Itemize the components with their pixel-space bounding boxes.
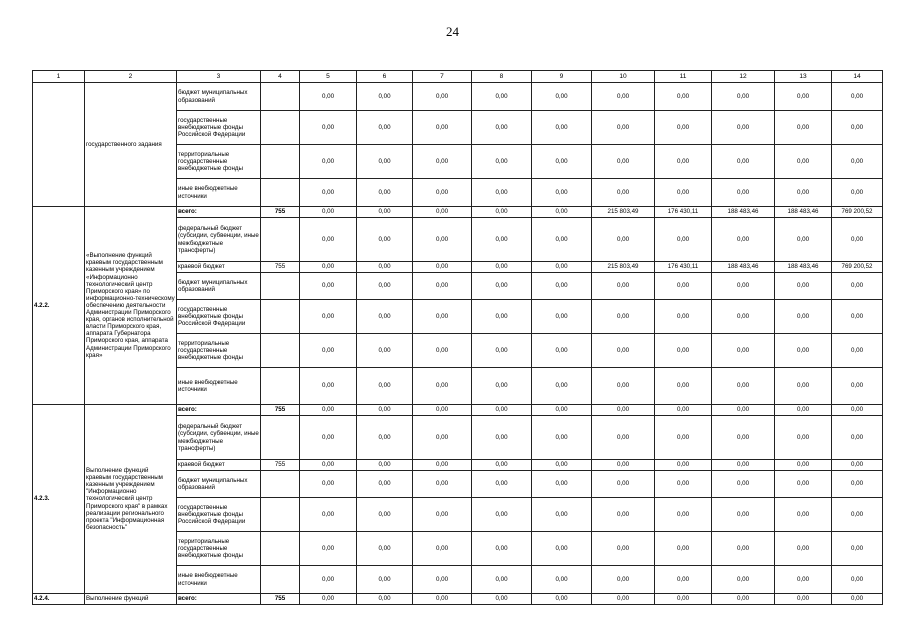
budget-table [32,70,883,605]
amount-cell: 0,00 [592,416,655,460]
amount-cell: 0,00 [775,83,832,111]
amount-cell: 0,00 [472,334,532,368]
amount-cell: 0,00 [775,111,832,145]
amount-cell: 0,00 [655,218,712,262]
header-cell: 1 [33,71,85,83]
amount-cell: 0,00 [592,300,655,334]
amount-cell: 0,00 [832,566,883,594]
amount-cell: 0,00 [357,498,413,532]
amount-cell: 0,00 [532,145,592,179]
amount-cell: 0,00 [300,300,357,334]
amount-cell: 0,00 [592,111,655,145]
table-body [33,71,883,605]
budget-code [261,145,300,179]
amount-cell: 0,00 [655,368,712,405]
header-row [33,71,883,83]
amount-cell: 0,00 [712,594,775,605]
amount-cell: 0,00 [832,273,883,300]
amount-cell: 0,00 [357,262,413,273]
amount-cell: 0,00 [357,273,413,300]
funding-source: федеральный бюджет (субсидии, субвенции, иные межбюджетные трансферты) [177,218,261,262]
header-cell: 3 [177,71,261,83]
amount-cell: 0,00 [532,368,592,405]
amount-cell: 0,00 [832,145,883,179]
amount-cell: 0,00 [655,566,712,594]
amount-cell: 0,00 [413,262,472,273]
amount-cell: 188 483,46 [712,262,775,273]
amount-cell: 0,00 [712,416,775,460]
amount-cell: 0,00 [655,471,712,498]
budget-code [261,368,300,405]
amount-cell: 215 803,49 [592,207,655,218]
amount-cell: 188 483,46 [775,262,832,273]
amount-cell: 0,00 [832,416,883,460]
amount-cell: 0,00 [300,416,357,460]
amount-cell: 0,00 [357,471,413,498]
amount-cell: 0,00 [655,111,712,145]
amount-cell: 0,00 [413,368,472,405]
amount-cell: 0,00 [592,179,655,207]
amount-cell: 0,00 [712,334,775,368]
amount-cell: 0,00 [472,111,532,145]
amount-cell: 0,00 [832,368,883,405]
amount-cell: 0,00 [472,273,532,300]
amount-cell: 0,00 [413,273,472,300]
event-name: Выполнение функций краевым государственным казенным учреждением "Информационно технологический центр Приморского края" в рамках реализации регионального проекта "Информационная безопасность" [85,405,177,594]
budget-code [261,218,300,262]
amount-cell: 0,00 [775,300,832,334]
amount-cell: 0,00 [532,566,592,594]
funding-source: иные внебюджетные источники [177,566,261,594]
amount-cell: 0,00 [712,498,775,532]
amount-cell: 0,00 [300,532,357,566]
budget-code [261,471,300,498]
amount-cell: 0,00 [592,566,655,594]
amount-cell: 0,00 [775,416,832,460]
header-cell: 9 [532,71,592,83]
amount-cell: 0,00 [655,498,712,532]
amount-cell: 0,00 [413,111,472,145]
amount-cell: 0,00 [532,111,592,145]
amount-cell: 0,00 [532,471,592,498]
amount-cell: 0,00 [472,207,532,218]
funding-source: бюджет муниципальных образований [177,83,261,111]
amount-cell: 0,00 [357,460,413,471]
funding-source: государственные внебюджетные фонды Российской Федерации [177,300,261,334]
amount-cell: 0,00 [472,471,532,498]
header-cell: 2 [85,71,177,83]
header-cell: 12 [712,71,775,83]
amount-cell: 0,00 [592,405,655,416]
funding-source: бюджет муниципальных образований [177,273,261,300]
amount-cell: 0,00 [357,111,413,145]
amount-cell: 0,00 [532,262,592,273]
amount-cell: 0,00 [472,262,532,273]
budget-code [261,111,300,145]
amount-cell: 0,00 [413,566,472,594]
amount-cell: 0,00 [592,471,655,498]
page-number: 24 [446,24,459,39]
event-code: 4.2.4. [33,594,85,605]
amount-cell: 0,00 [832,300,883,334]
amount-cell: 0,00 [413,179,472,207]
amount-cell: 0,00 [300,334,357,368]
amount-cell: 0,00 [775,145,832,179]
amount-cell: 769 200,52 [832,207,883,218]
amount-cell: 0,00 [532,273,592,300]
amount-cell: 0,00 [532,179,592,207]
header-cell: 14 [832,71,883,83]
amount-cell: 0,00 [413,498,472,532]
amount-cell: 0,00 [712,273,775,300]
header-cell: 8 [472,71,532,83]
amount-cell: 0,00 [472,532,532,566]
amount-cell: 0,00 [775,471,832,498]
funding-source: всего: [177,405,261,416]
amount-cell: 0,00 [832,471,883,498]
table-row [33,207,883,218]
funding-source: территориальные государственные внебюджетные фонды [177,532,261,566]
budget-code [261,532,300,566]
amount-cell: 0,00 [832,83,883,111]
amount-cell: 0,00 [357,145,413,179]
event-name: государственного задания [85,83,177,207]
amount-cell: 0,00 [472,405,532,416]
funding-source: всего: [177,207,261,218]
amount-cell: 0,00 [775,218,832,262]
amount-cell: 0,00 [357,566,413,594]
amount-cell: 0,00 [357,532,413,566]
amount-cell: 0,00 [357,179,413,207]
amount-cell: 0,00 [357,83,413,111]
funding-source: федеральный бюджет (субсидии, субвенции, иные межбюджетные трансферты) [177,416,261,460]
amount-cell: 0,00 [832,498,883,532]
event-code [33,83,85,207]
amount-cell: 0,00 [775,566,832,594]
amount-cell: 0,00 [832,218,883,262]
amount-cell: 0,00 [592,460,655,471]
amount-cell: 0,00 [300,179,357,207]
amount-cell: 0,00 [413,207,472,218]
amount-cell: 0,00 [300,218,357,262]
funding-source: государственные внебюджетные фонды Российской Федерации [177,111,261,145]
amount-cell: 0,00 [775,532,832,566]
amount-cell: 0,00 [712,145,775,179]
amount-cell: 0,00 [472,83,532,111]
amount-cell: 0,00 [300,273,357,300]
amount-cell: 0,00 [655,532,712,566]
funding-source: краевой бюджет [177,460,261,471]
header-cell: 10 [592,71,655,83]
amount-cell: 0,00 [592,273,655,300]
amount-cell: 0,00 [472,416,532,460]
amount-cell: 0,00 [832,111,883,145]
amount-cell: 0,00 [300,83,357,111]
budget-code: 755 [261,594,300,605]
amount-cell: 0,00 [592,334,655,368]
amount-cell: 0,00 [655,460,712,471]
amount-cell: 0,00 [775,179,832,207]
amount-cell: 0,00 [532,405,592,416]
amount-cell: 0,00 [532,532,592,566]
amount-cell: 0,00 [592,594,655,605]
header-cell: 11 [655,71,712,83]
funding-source: бюджет муниципальных образований [177,471,261,498]
amount-cell: 176 430,11 [655,262,712,273]
amount-cell: 0,00 [357,207,413,218]
amount-cell: 0,00 [413,416,472,460]
amount-cell: 0,00 [712,566,775,594]
amount-cell: 0,00 [655,594,712,605]
funding-source: территориальные государственные внебюджетные фонды [177,145,261,179]
amount-cell: 0,00 [472,300,532,334]
amount-cell: 0,00 [413,300,472,334]
amount-cell: 0,00 [712,460,775,471]
amount-cell: 0,00 [532,83,592,111]
amount-cell: 0,00 [300,405,357,416]
amount-cell: 0,00 [472,566,532,594]
event-code: 4.2.2. [33,207,85,405]
amount-cell: 0,00 [655,300,712,334]
amount-cell: 0,00 [300,498,357,532]
amount-cell: 188 483,46 [775,207,832,218]
amount-cell: 0,00 [532,300,592,334]
amount-cell: 0,00 [832,334,883,368]
amount-cell: 0,00 [532,594,592,605]
amount-cell: 0,00 [655,416,712,460]
amount-cell: 0,00 [832,405,883,416]
budget-code [261,273,300,300]
amount-cell: 0,00 [532,416,592,460]
amount-cell: 0,00 [532,498,592,532]
budget-code [261,334,300,368]
amount-cell: 0,00 [532,207,592,218]
amount-cell: 0,00 [357,368,413,405]
funding-source: краевой бюджет [177,262,261,273]
funding-source: иные внебюджетные источники [177,368,261,405]
amount-cell: 0,00 [712,471,775,498]
amount-cell: 0,00 [413,334,472,368]
amount-cell: 0,00 [472,460,532,471]
amount-cell: 0,00 [413,532,472,566]
amount-cell: 0,00 [775,334,832,368]
amount-cell: 0,00 [712,83,775,111]
amount-cell: 0,00 [413,145,472,179]
amount-cell: 0,00 [592,498,655,532]
amount-cell: 0,00 [532,460,592,471]
amount-cell: 0,00 [532,334,592,368]
amount-cell: 0,00 [300,145,357,179]
amount-cell: 0,00 [832,532,883,566]
amount-cell: 0,00 [712,532,775,566]
budget-code [261,416,300,460]
amount-cell: 0,00 [655,179,712,207]
budget-code: 755 [261,460,300,471]
amount-cell: 0,00 [413,83,472,111]
amount-cell: 0,00 [300,207,357,218]
amount-cell: 0,00 [655,145,712,179]
amount-cell: 0,00 [712,218,775,262]
amount-cell: 0,00 [832,594,883,605]
amount-cell: 188 483,46 [712,207,775,218]
amount-cell: 0,00 [472,179,532,207]
amount-cell: 0,00 [357,416,413,460]
amount-cell: 0,00 [712,111,775,145]
amount-cell: 0,00 [775,498,832,532]
budget-code: 755 [261,207,300,218]
amount-cell: 0,00 [413,471,472,498]
amount-cell: 0,00 [655,334,712,368]
budget-code [261,300,300,334]
amount-cell: 0,00 [472,218,532,262]
amount-cell: 0,00 [655,83,712,111]
amount-cell: 0,00 [655,273,712,300]
amount-cell: 0,00 [775,273,832,300]
amount-cell: 0,00 [413,405,472,416]
amount-cell: 0,00 [300,368,357,405]
table-row [33,594,883,605]
amount-cell: 0,00 [712,179,775,207]
table-row [33,405,883,416]
amount-cell: 769 200,52 [832,262,883,273]
amount-cell: 0,00 [592,368,655,405]
amount-cell: 0,00 [655,405,712,416]
header-cell: 7 [413,71,472,83]
amount-cell: 0,00 [832,460,883,471]
budget-code [261,83,300,111]
amount-cell: 0,00 [300,471,357,498]
budget-code [261,498,300,532]
event-name: Выполнение функций [85,594,177,605]
amount-cell: 176 430,11 [655,207,712,218]
header-cell: 6 [357,71,413,83]
amount-cell: 0,00 [472,594,532,605]
amount-cell: 0,00 [712,405,775,416]
amount-cell: 0,00 [357,405,413,416]
budget-code [261,179,300,207]
amount-cell: 0,00 [712,368,775,405]
amount-cell: 0,00 [832,179,883,207]
amount-cell: 0,00 [712,300,775,334]
amount-cell: 0,00 [472,498,532,532]
header-cell: 5 [300,71,357,83]
amount-cell: 0,00 [413,594,472,605]
amount-cell: 0,00 [357,594,413,605]
amount-cell: 0,00 [592,532,655,566]
amount-cell: 0,00 [413,218,472,262]
amount-cell: 0,00 [592,218,655,262]
amount-cell: 0,00 [775,460,832,471]
header-cell: 4 [261,71,300,83]
amount-cell: 0,00 [472,368,532,405]
funding-source: территориальные государственные внебюджетные фонды [177,334,261,368]
amount-cell: 0,00 [592,83,655,111]
amount-cell: 0,00 [775,405,832,416]
event-name: «Выполнение функций краевым государственным казенным учреждением «Информационно технологический центр Приморского края» по информационно-техническому обеспечению деятельности Администрации Приморского края, органов исполнительной власти Приморского края, аппарата Губернатора Приморского края, аппарата Администрации Приморского края» [85,207,177,405]
table-row [33,83,883,111]
amount-cell: 215 803,49 [592,262,655,273]
amount-cell: 0,00 [775,368,832,405]
amount-cell: 0,00 [357,334,413,368]
amount-cell: 0,00 [775,594,832,605]
amount-cell: 0,00 [300,460,357,471]
event-code: 4.2.3. [33,405,85,594]
amount-cell: 0,00 [300,111,357,145]
budget-code [261,566,300,594]
funding-source: государственные внебюджетные фонды Российской Федерации [177,498,261,532]
funding-source: всего: [177,594,261,605]
amount-cell: 0,00 [592,145,655,179]
amount-cell: 0,00 [300,262,357,273]
amount-cell: 0,00 [300,566,357,594]
amount-cell: 0,00 [413,460,472,471]
budget-code: 755 [261,262,300,273]
funding-source: иные внебюджетные источники [177,179,261,207]
budget-code: 755 [261,405,300,416]
header-cell: 13 [775,71,832,83]
amount-cell: 0,00 [300,594,357,605]
amount-cell: 0,00 [472,145,532,179]
amount-cell: 0,00 [357,218,413,262]
amount-cell: 0,00 [357,300,413,334]
amount-cell: 0,00 [532,218,592,262]
